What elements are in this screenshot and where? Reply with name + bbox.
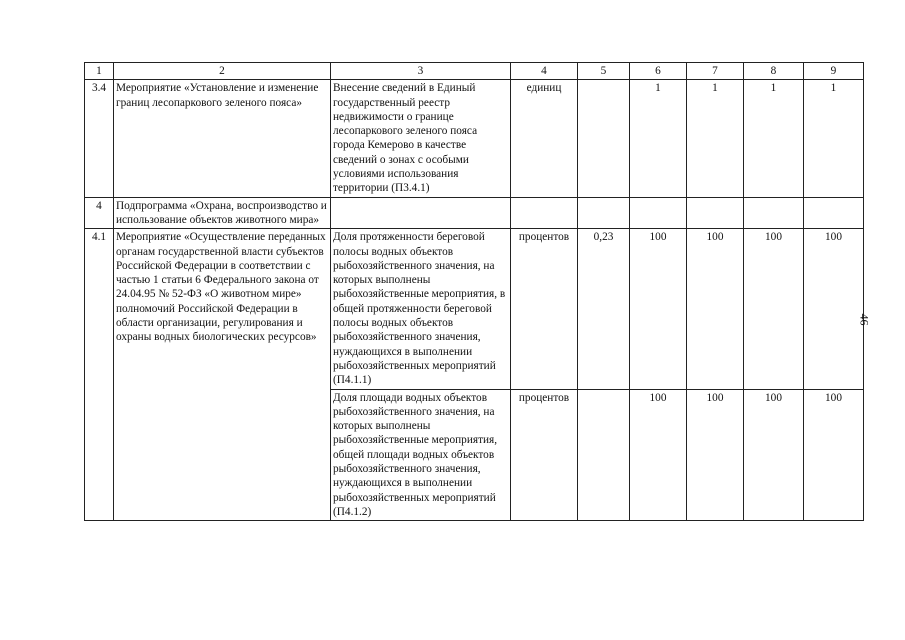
- header-cell: 6: [630, 63, 687, 80]
- value-cell: 1: [687, 80, 744, 197]
- value-cell: 100: [804, 389, 864, 521]
- header-cell: 2: [114, 63, 331, 80]
- indicator-cell: Доля протяженности береговой полосы водных объектов рыбохозяйственного значения, на которых выполнены рыбохозяйственные мероприятия, в общей протяженности береговой полосы водных объектов рыбохозяйственного значения, нуждающихся в выполнении рыбохозяйственных мероприятий (П4.1.1): [331, 229, 511, 389]
- unit-cell: [511, 197, 578, 229]
- base-value-cell: 0,23: [578, 229, 630, 389]
- indicators-table: [84, 62, 864, 521]
- event-cell: Мероприятие «Осуществление переданных органам государственной власти субъектов Российской Федерации в соответствии с частью 1 статьи 6 Федерального закона от 24.04.95 № 52-ФЗ «О животном мире» полномочий Российской Федерации в области организации, регулирования и охраны водных биологических ресурсов»: [114, 229, 331, 521]
- header-row: [85, 63, 864, 80]
- value-cell: 100: [687, 389, 744, 521]
- table-row: [85, 229, 864, 389]
- page-number: 46: [857, 313, 872, 326]
- value-cell: 100: [804, 229, 864, 389]
- value-cell: 100: [744, 389, 804, 521]
- event-cell: Подпрограмма «Охрана, воспроизводство и использование объектов животного мира»: [114, 197, 331, 229]
- value-cell: [630, 197, 687, 229]
- header-cell: 8: [744, 63, 804, 80]
- value-cell: 1: [744, 80, 804, 197]
- indicator-cell: [331, 197, 511, 229]
- value-cell: 100: [744, 229, 804, 389]
- table-row: [85, 197, 864, 229]
- header-cell: 9: [804, 63, 864, 80]
- row-number: 3.4: [85, 80, 114, 197]
- value-cell: [744, 197, 804, 229]
- event-cell: Мероприятие «Установление и изменение границ лесопаркового зеленого пояса»: [114, 80, 331, 197]
- value-cell: 100: [630, 389, 687, 521]
- row-number: 4.1: [85, 229, 114, 521]
- base-value-cell: [578, 197, 630, 229]
- indicator-cell: Внесение сведений в Единый государственный реестр недвижимости о границе лесопаркового зеленого пояса города Кемерово в качестве сведений о зонах с особыми условиями использования территории (П3.4.1): [331, 80, 511, 197]
- header-cell: 5: [578, 63, 630, 80]
- value-cell: 1: [804, 80, 864, 197]
- value-cell: 100: [630, 229, 687, 389]
- value-cell: 1: [630, 80, 687, 197]
- header-cell: 4: [511, 63, 578, 80]
- value-cell: 100: [687, 229, 744, 389]
- row-number: 4: [85, 197, 114, 229]
- unit-cell: процентов: [511, 389, 578, 521]
- base-value-cell: [578, 389, 630, 521]
- value-cell: [804, 197, 864, 229]
- unit-cell: процентов: [511, 229, 578, 389]
- header-cell: 7: [687, 63, 744, 80]
- table-row: [85, 80, 864, 197]
- base-value-cell: [578, 80, 630, 197]
- header-cell: 1: [85, 63, 114, 80]
- indicator-cell: Доля площади водных объектов рыбохозяйственного значения, на которых выполнены рыбохозяйственные мероприятия, общей площади водных объектов рыбохозяйственного значения, нуждающихся в выполнении рыбохозяйственных мероприятий (П4.1.2): [331, 389, 511, 521]
- header-cell: 3: [331, 63, 511, 80]
- unit-cell: единиц: [511, 80, 578, 197]
- value-cell: [687, 197, 744, 229]
